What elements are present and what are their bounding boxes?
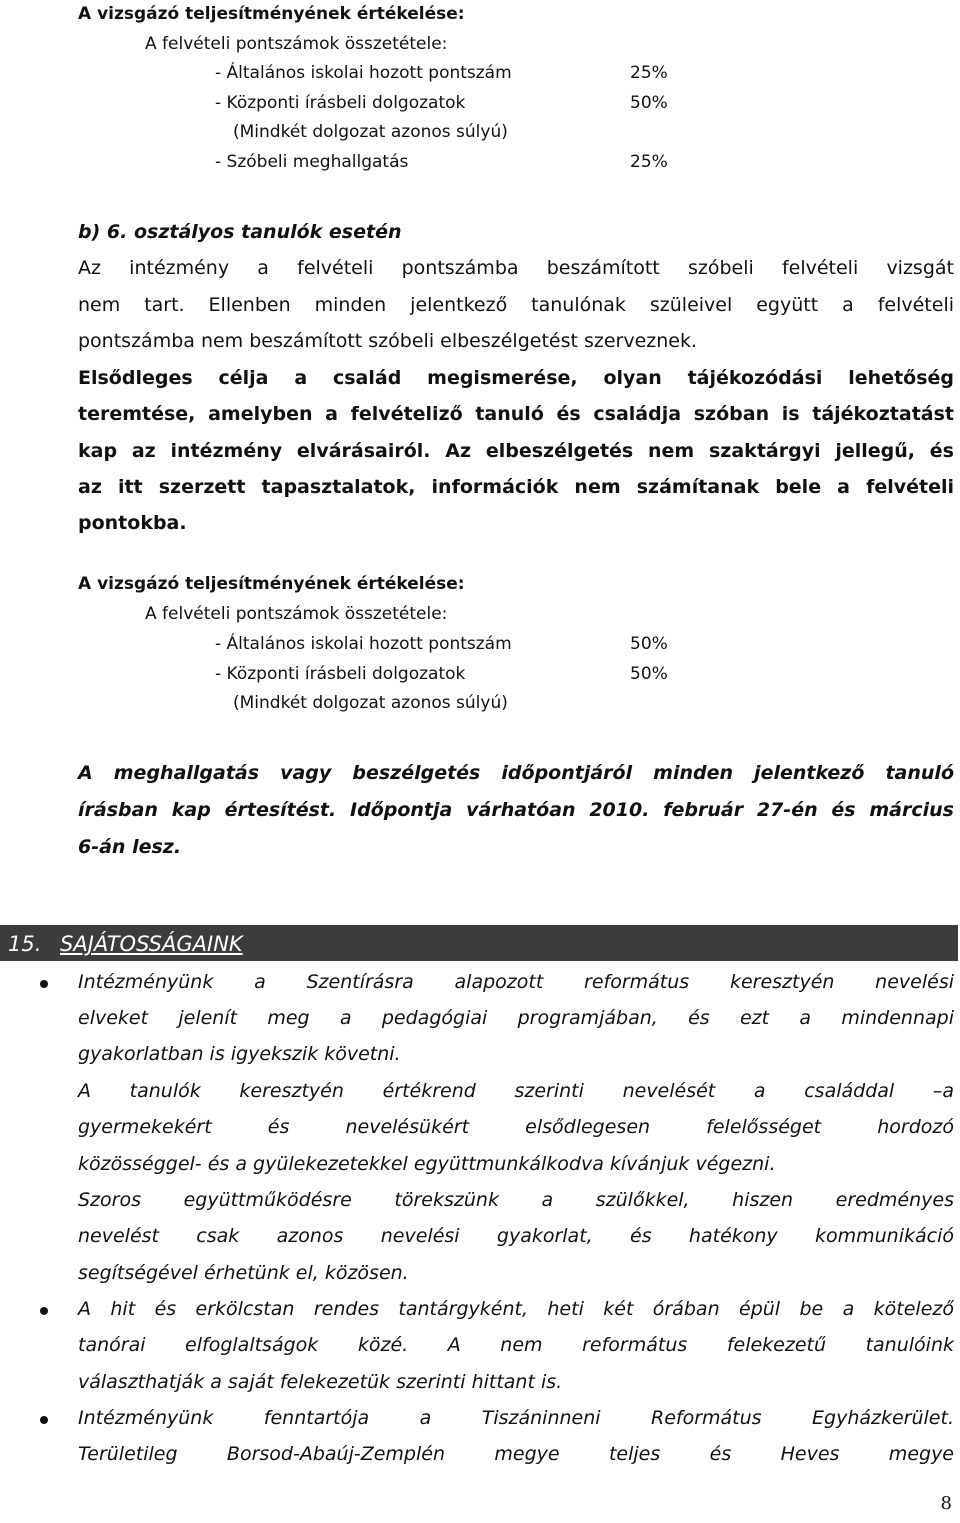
bullet-line: tanórai elfoglaltságok közé. A nem református felekezetű tanulóink (78, 1334, 954, 1356)
bullet-line: segítségével érhetünk el, közösen. (78, 1262, 409, 1284)
bullet-icon (40, 1416, 48, 1424)
section-b-line: pontokba. (78, 512, 187, 534)
bullet-icon (40, 1307, 48, 1315)
notice-line: 6-án lesz. (78, 836, 182, 858)
section1-row-label: - Szóbeli meghallgatás (215, 152, 409, 172)
bullet-line: nevelést csak azonos nevelési gyakorlat, és hatékony kommunikáció (78, 1225, 954, 1247)
bullet-line: gyakorlatban is igyekszik követni. (78, 1043, 401, 1065)
section-b-line: nem tart. Ellenben minden jelentkező tanulónak szüleivel együtt a felvételi (78, 294, 954, 316)
section-b-line: kap az intézmény elvárásairól. Az elbeszélgetés nem szaktárgyi jellegű, és (78, 440, 954, 462)
section1-row-label: - Központi írásbeli dolgozatok (215, 93, 466, 113)
page-number: 8 (940, 1493, 952, 1514)
section2-row-pct: 50% (630, 664, 668, 684)
section2-row-label: - Általános iskolai hozott pontszám (215, 634, 512, 654)
bullet-line: A tanulók keresztyén értékrend szerinti nevelését a családdal –a (78, 1080, 954, 1102)
section1-eval-title: A vizsgázó teljesítményének értékelése: (78, 4, 465, 24)
section-b-heading: b) 6. osztályos tanulók esetén (78, 221, 402, 243)
bullet-line: Intézményünk a Szentírásra alapozott református keresztyén nevelési (78, 971, 954, 993)
notice-line: írásban kap értesítést. Időpontja várhatóan 2010. február 27-én és március (78, 799, 954, 821)
bullet-line: Területileg Borsod-Abaúj-Zemplén megye teljes és Heves megye (78, 1443, 954, 1465)
section1-row-label: - Általános iskolai hozott pontszám (215, 63, 512, 83)
bullet-line: gyermekekért és nevelésükért elsődlegesen felelősséget hordozó (78, 1116, 954, 1138)
bullet-line: választhatják a saját felekezetük szerinti hittant is. (78, 1371, 563, 1393)
chapter-heading-bar (0, 925, 958, 961)
bullet-line: Intézményünk fenntartója a Tiszáninneni Református Egyházkerület. (78, 1407, 954, 1429)
section-b-line: Az intézmény a felvételi pontszámba beszámított szóbeli felvételi vizsgát (78, 257, 954, 279)
chapter-title: SAJÁTOSSÁGAINK (60, 932, 243, 956)
section-b-line: teremtése, amelyben a felvételiző tanuló és családja szóban is tájékoztatást (78, 403, 954, 425)
section-b-line: Elsődleges célja a család megismerése, olyan tájékozódási lehetőség (78, 367, 954, 389)
section1-row-pct: 25% (630, 152, 668, 172)
bullet-line: elveket jelenít meg a pedagógiai programjában, és ezt a mindennapi (78, 1007, 954, 1029)
section2-row-pct: 50% (630, 634, 668, 654)
section2-eval-title: A vizsgázó teljesítményének értékelése: (78, 574, 465, 594)
section-b-line: az itt szerzett tapasztalatok, információk nem számítanak bele a felvételi (78, 476, 954, 498)
section1-row-pct: 50% (630, 93, 668, 113)
chapter-number: 15. (8, 932, 42, 956)
bullet-line: A hit és erkölcstan rendes tantárgyként, heti két órában épül be a kötelező (78, 1298, 954, 1320)
bullet-icon (40, 980, 48, 988)
notice-line: A meghallgatás vagy beszélgetés időpontjáról minden jelentkező tanuló (78, 762, 954, 784)
section1-composition-title: A felvételi pontszámok összetétele: (145, 34, 448, 54)
section1-row-pct: 25% (630, 63, 668, 83)
bullet-line: közösséggel- és a gyülekezetekkel együttmunkálkodva kívánjuk végezni. (78, 1153, 776, 1175)
section2-row-label: - Központi írásbeli dolgozatok (215, 664, 466, 684)
section2-row-label: (Mindkét dolgozat azonos súlyú) (233, 693, 508, 713)
section1-row-label: (Mindkét dolgozat azonos súlyú) (233, 122, 508, 142)
bullet-line: Szoros együttműködésre törekszünk a szülőkkel, hiszen eredményes (78, 1189, 954, 1211)
section2-composition-title: A felvételi pontszámok összetétele: (145, 604, 448, 624)
section-b-line: pontszámba nem beszámított szóbeli elbeszélgetést szerveznek. (78, 330, 698, 352)
